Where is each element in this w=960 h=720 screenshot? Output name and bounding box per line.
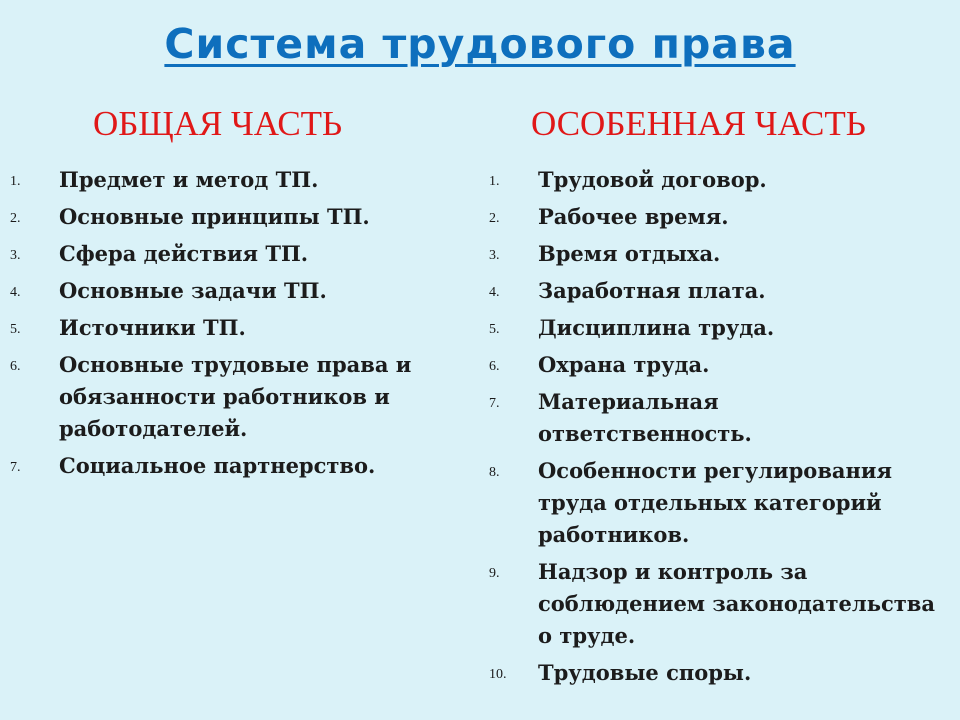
item-text: Основные задачи ТП.	[59, 278, 327, 303]
list-item	[489, 556, 939, 652]
list-item	[10, 201, 450, 233]
list-item	[10, 238, 450, 270]
item-number: 10.	[489, 667, 507, 682]
list-item	[10, 275, 450, 307]
general-part-list	[10, 164, 450, 487]
item-text: Предмет и метод ТП.	[59, 167, 319, 192]
list-item	[10, 312, 450, 344]
item-text: Надзор и контроль за соблюдением законодательства о труде.	[538, 559, 935, 648]
list-item	[489, 164, 939, 196]
item-number: 9.	[489, 566, 500, 581]
list-item	[489, 312, 939, 344]
special-part-heading: ОСОБЕННАЯ ЧАСТЬ	[531, 104, 866, 143]
item-number: 3.	[10, 248, 21, 263]
list-item	[489, 455, 939, 551]
item-number: 5.	[489, 322, 500, 337]
item-text: Материальная ответственность.	[538, 389, 752, 446]
item-text: Время отдыха.	[538, 241, 721, 266]
item-text: Трудовой договор.	[538, 167, 767, 192]
item-number: 2.	[489, 211, 500, 226]
item-text: Сфера действия ТП.	[59, 241, 309, 266]
list-item	[489, 275, 939, 307]
list-item	[10, 450, 450, 482]
item-text: Источники ТП.	[59, 315, 246, 340]
item-text: Трудовые споры.	[538, 660, 752, 685]
item-text: Дисциплина труда.	[538, 315, 775, 340]
list-item	[10, 164, 450, 196]
item-number: 1.	[489, 174, 500, 189]
item-number: 4.	[10, 285, 21, 300]
list-item	[489, 349, 939, 381]
item-text: Основные трудовые права и обязанности работников и работодателей.	[59, 352, 412, 441]
item-number: 6.	[489, 359, 500, 374]
item-text: Основные принципы ТП.	[59, 204, 370, 229]
list-item	[10, 349, 450, 445]
item-number: 4.	[489, 285, 500, 300]
slide-title: Система трудового права	[164, 20, 796, 68]
item-number: 5.	[10, 322, 21, 337]
item-number: 2.	[10, 211, 21, 226]
item-text: Охрана труда.	[538, 352, 710, 377]
item-text: Рабочее время.	[538, 204, 729, 229]
item-text: Особенности регулирования труда отдельных категорий работников.	[538, 458, 892, 547]
list-item	[489, 238, 939, 270]
item-text: Заработная плата.	[538, 278, 766, 303]
list-item	[489, 657, 939, 689]
general-part-heading: ОБЩАЯ ЧАСТЬ	[93, 104, 343, 143]
item-text: Социальное партнерство.	[59, 453, 376, 478]
item-number: 1.	[10, 174, 21, 189]
item-number: 3.	[489, 248, 500, 263]
item-number: 6.	[10, 359, 21, 374]
list-item	[489, 201, 939, 233]
list-item	[489, 386, 939, 450]
item-number: 7.	[489, 396, 500, 411]
item-number: 8.	[489, 465, 500, 480]
special-part-list	[489, 164, 939, 694]
item-number: 7.	[10, 460, 21, 475]
